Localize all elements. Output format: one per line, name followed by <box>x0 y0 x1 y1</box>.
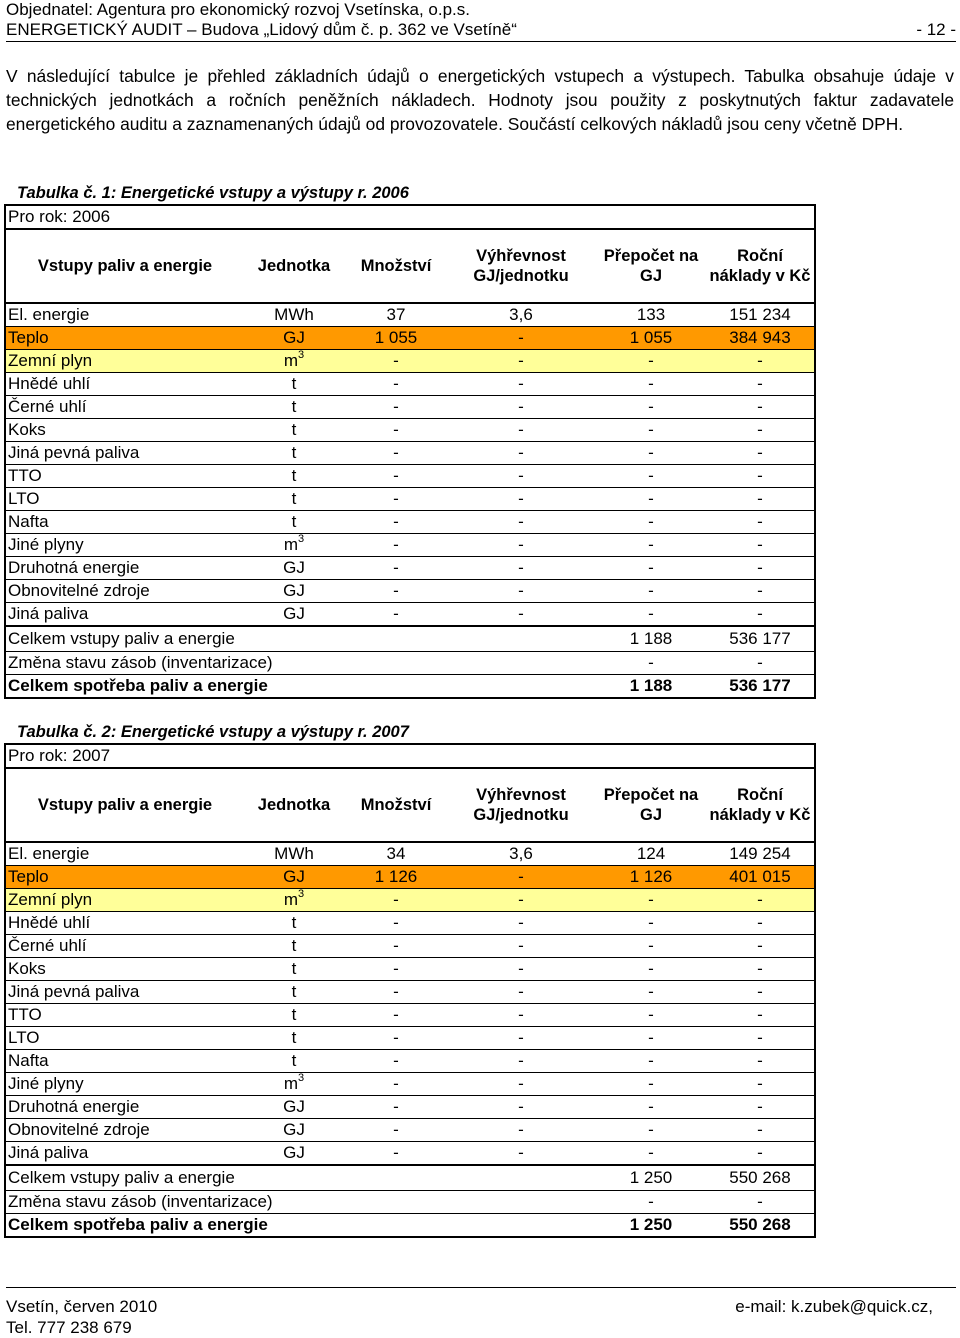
cell-quantity: - <box>393 351 399 370</box>
cell-gj: - <box>648 1051 654 1070</box>
cell-cost: - <box>757 581 763 600</box>
table-2-caption: Tabulka č. 2: Energetické vstupy a výstupy r. 2007 <box>17 723 409 741</box>
cell-name: El. energie <box>8 844 90 863</box>
cell-quantity: - <box>393 1051 399 1070</box>
cell-unit <box>242 889 346 911</box>
cell-gj: 1 126 <box>629 867 673 886</box>
table-row <box>6 1026 814 1049</box>
cell-quantity: - <box>393 959 399 978</box>
total-row <box>6 1164 814 1190</box>
cell-name: Koks <box>8 420 46 439</box>
cell-unit <box>242 465 346 487</box>
unit-text: t <box>291 1005 297 1024</box>
cell-gj: - <box>648 489 654 508</box>
column-header: Jednotka <box>257 257 331 275</box>
cell-heating-value: - <box>518 1097 524 1116</box>
cell-gj: - <box>648 512 654 531</box>
cell-cost: - <box>757 982 763 1001</box>
cell-name: Teplo <box>8 867 49 886</box>
cell-heating-value: - <box>518 512 524 531</box>
cell-heating-value: - <box>518 1120 524 1139</box>
table-row <box>6 464 814 487</box>
cell-quantity: - <box>393 443 399 462</box>
cell-quantity: - <box>393 982 399 1001</box>
cell-unit <box>242 1119 346 1141</box>
cell-heating-value: - <box>518 890 524 909</box>
page-number: - 12 - <box>916 20 956 39</box>
total-cost: 536 177 <box>729 629 791 648</box>
cell-name: Obnovitelné zdroje <box>8 581 150 600</box>
cell-unit <box>242 511 346 533</box>
cell-cost: - <box>757 558 763 577</box>
total-cost: 550 268 <box>729 1215 791 1234</box>
cell-name: Hnědé uhlí <box>8 913 91 932</box>
cell-gj: - <box>648 466 654 485</box>
cell-heating-value: - <box>518 489 524 508</box>
cell-gj: - <box>648 1120 654 1139</box>
cell-heating-value: - <box>518 1074 524 1093</box>
cell-unit <box>242 488 346 510</box>
cell-name: Zemní plyn <box>8 890 93 909</box>
cell-heating-value: - <box>518 936 524 955</box>
cell-quantity: - <box>393 397 399 416</box>
table-row <box>6 1141 814 1164</box>
cell-unit <box>242 603 346 625</box>
table-row <box>6 911 814 934</box>
unit-text: GJ <box>283 1097 305 1116</box>
cell-cost: - <box>757 1005 763 1024</box>
total-label: Celkem vstupy paliv a energie <box>8 629 235 648</box>
cell-gj: - <box>648 959 654 978</box>
total-row <box>6 1213 814 1236</box>
header-title: ENERGETICKÝ AUDIT – Budova „Lidový dům č. p. 362 ve Vsetíně“ <box>6 20 517 39</box>
table-row <box>6 957 814 980</box>
cell-gj: - <box>648 581 654 600</box>
total-label: Celkem spotřeba paliv a energie <box>8 676 268 695</box>
cell-cost: - <box>757 1028 763 1047</box>
cell-cost: - <box>757 936 763 955</box>
total-label: Změna stavu zásob (inventarizace) <box>8 653 273 672</box>
column-header: Vstupy paliv a energie <box>37 257 213 275</box>
table-row <box>6 934 814 957</box>
cell-gj: - <box>648 397 654 416</box>
unit-text: t <box>291 443 297 462</box>
cell-name: Druhotná energie <box>8 1097 140 1116</box>
footer-email: e-mail: k.zubek@quick.cz, <box>735 1297 933 1316</box>
cell-quantity: - <box>393 420 399 439</box>
total-row <box>6 625 814 651</box>
unit-text: t <box>291 936 297 955</box>
cell-gj: 124 <box>636 844 666 863</box>
cell-unit <box>242 557 346 579</box>
cell-cost: - <box>757 535 763 554</box>
cell-name: Jiná pevná paliva <box>8 982 140 1001</box>
total-cost: 536 177 <box>729 676 791 695</box>
cell-name: Jiné plyny <box>8 535 84 554</box>
cell-name: Teplo <box>8 328 49 347</box>
cell-cost: - <box>757 890 763 909</box>
unit-text: t <box>291 959 297 978</box>
cell-unit <box>242 373 346 395</box>
column-header: Množství <box>360 257 432 275</box>
cell-heating-value: - <box>518 443 524 462</box>
cell-heating-value: - <box>518 867 524 886</box>
table-row <box>6 441 814 464</box>
cell-cost: - <box>757 466 763 485</box>
cell-cost: - <box>757 443 763 462</box>
table-row <box>6 395 814 418</box>
cell-quantity: - <box>393 374 399 393</box>
footer-phone: Tel. 777 238 679 <box>6 1318 132 1337</box>
cell-cost: - <box>757 1143 763 1162</box>
cell-heating-value: - <box>518 558 524 577</box>
table-year: Pro rok: 2006 <box>6 206 814 230</box>
footer-place-date: Vsetín, červen 2010 <box>6 1297 158 1316</box>
cell-quantity: - <box>393 466 399 485</box>
unit-text: GJ <box>283 867 305 886</box>
unit-text: GJ <box>283 581 305 600</box>
cell-quantity: - <box>393 936 399 955</box>
unit-text: t <box>291 913 297 932</box>
intro-text: V následující tabulce je přehled základních údajů o energetických vstupech a výstupech. Tabulka obsahuje údaje v technických jednotkách a ročních peněžních nákladech. Hodnoty jsou použity z poskytnutých faktur zadavatele energetického auditu a zaznamenaných údajů od provozovatele. Součástí celkových nákladů jsou ceny včetně DPH. <box>6 66 954 134</box>
cell-cost: - <box>757 512 763 531</box>
cell-unit <box>242 1096 346 1118</box>
cell-name: Jiná paliva <box>8 1143 89 1162</box>
cell-heating-value: - <box>518 1028 524 1047</box>
cell-gj: - <box>648 420 654 439</box>
total-gj: 1 188 <box>629 629 673 648</box>
table-row <box>6 418 814 441</box>
cell-name: Jiná paliva <box>8 604 89 623</box>
cell-heating-value: - <box>518 1051 524 1070</box>
cell-name: TTO <box>8 1005 42 1024</box>
column-header: Roční náklady v Kč <box>709 247 811 285</box>
cell-unit <box>242 958 346 980</box>
column-header: Roční náklady v Kč <box>709 786 811 824</box>
cell-quantity: - <box>393 512 399 531</box>
cell-gj: - <box>648 1143 654 1162</box>
table-row <box>6 372 814 395</box>
column-header: Výhřevnost GJ/jednotku <box>473 786 569 824</box>
cell-gj: - <box>648 913 654 932</box>
unit-text: m <box>283 890 299 909</box>
cell-unit <box>242 935 346 957</box>
cell-gj: - <box>648 1005 654 1024</box>
cell-quantity: 34 <box>386 844 406 863</box>
table-header-row <box>6 230 814 302</box>
cell-cost: 384 943 <box>729 328 791 347</box>
cell-gj: - <box>648 374 654 393</box>
table-row <box>6 556 814 579</box>
unit-text: GJ <box>283 1120 305 1139</box>
column-header: Přepočet na GJ <box>603 247 699 285</box>
cell-cost: - <box>757 913 763 932</box>
cell-unit <box>242 1027 346 1049</box>
unit-text: MWh <box>274 844 314 863</box>
cell-heating-value: - <box>518 982 524 1001</box>
cell-gj: - <box>648 890 654 909</box>
cell-quantity: - <box>393 1143 399 1162</box>
total-row <box>6 674 814 697</box>
cell-unit <box>242 912 346 934</box>
energy-table-2007 <box>4 743 816 1238</box>
cell-name: TTO <box>8 466 42 485</box>
table-row <box>6 326 814 349</box>
cell-unit <box>242 580 346 602</box>
cell-quantity: - <box>393 489 399 508</box>
cell-heating-value: 3,6 <box>509 844 533 863</box>
table-row <box>6 865 814 888</box>
cell-quantity: - <box>393 581 399 600</box>
energy-table-2006 <box>4 204 816 699</box>
cell-cost: - <box>757 351 763 370</box>
cell-heating-value: - <box>518 535 524 554</box>
cell-quantity: - <box>393 535 399 554</box>
cell-gj: - <box>648 982 654 1001</box>
cell-unit <box>242 1050 346 1072</box>
cell-gj: - <box>648 604 654 623</box>
total-gj: 1 250 <box>629 1168 673 1187</box>
cell-heating-value: - <box>518 351 524 370</box>
cell-quantity: - <box>393 913 399 932</box>
cell-cost: - <box>757 1051 763 1070</box>
table-row <box>6 1049 814 1072</box>
table-row <box>6 980 814 1003</box>
cell-cost: - <box>757 1120 763 1139</box>
total-gj: - <box>648 653 654 672</box>
cell-cost: - <box>757 374 763 393</box>
cell-heating-value: - <box>518 1143 524 1162</box>
table-row <box>6 1003 814 1026</box>
cell-name: Hnědé uhlí <box>8 374 91 393</box>
cell-name: Koks <box>8 959 46 978</box>
unit-text: m <box>283 535 299 554</box>
cell-unit <box>242 327 346 349</box>
cell-gj: - <box>648 1028 654 1047</box>
cell-quantity: - <box>393 1074 399 1093</box>
cell-name: Druhotná energie <box>8 558 140 577</box>
header-divider <box>6 41 956 42</box>
cell-heating-value: - <box>518 466 524 485</box>
cell-cost: - <box>757 959 763 978</box>
cell-unit <box>242 866 346 888</box>
cell-name: Jiná pevná paliva <box>8 443 140 462</box>
unit-text: m <box>283 351 299 370</box>
column-header: Výhřevnost GJ/jednotku <box>473 247 569 285</box>
total-cost: 550 268 <box>729 1168 791 1187</box>
column-header: Množství <box>360 796 432 814</box>
cell-heating-value: - <box>518 604 524 623</box>
cell-quantity: - <box>393 890 399 909</box>
total-label: Celkem vstupy paliv a energie <box>8 1168 235 1187</box>
intro-paragraph <box>6 64 954 136</box>
cell-gj: - <box>648 1097 654 1116</box>
unit-text: GJ <box>283 328 305 347</box>
unit-superscript: 3 <box>298 888 305 900</box>
cell-quantity: - <box>393 1028 399 1047</box>
table-row <box>6 349 814 372</box>
cell-gj: - <box>648 936 654 955</box>
cell-heating-value: - <box>518 1005 524 1024</box>
table-row <box>6 510 814 533</box>
unit-superscript: 3 <box>298 1072 305 1084</box>
cell-name: Zemní plyn <box>8 351 93 370</box>
unit-superscript: 3 <box>298 349 305 361</box>
cell-gj: - <box>648 351 654 370</box>
cell-gj: - <box>648 558 654 577</box>
cell-quantity: 1 055 <box>374 328 418 347</box>
cell-cost: - <box>757 489 763 508</box>
table-row <box>6 888 814 911</box>
table-header-row <box>6 769 814 841</box>
cell-quantity: - <box>393 604 399 623</box>
table-row <box>6 533 814 556</box>
unit-text: t <box>291 1051 297 1070</box>
cell-name: Jiné plyny <box>8 1074 84 1093</box>
cell-gj: - <box>648 443 654 462</box>
cell-unit <box>242 981 346 1003</box>
cell-unit <box>242 396 346 418</box>
cell-heating-value: - <box>518 581 524 600</box>
cell-quantity: - <box>393 1005 399 1024</box>
total-label: Změna stavu zásob (inventarizace) <box>8 1192 273 1211</box>
total-row <box>6 1190 814 1213</box>
cell-heating-value: - <box>518 397 524 416</box>
cell-unit <box>242 1142 346 1164</box>
unit-text: t <box>291 1028 297 1047</box>
cell-quantity: 1 126 <box>374 867 418 886</box>
table-row <box>6 1118 814 1141</box>
unit-text: t <box>291 374 297 393</box>
cell-cost: - <box>757 1074 763 1093</box>
table-row <box>6 302 814 326</box>
unit-superscript: 3 <box>298 533 305 545</box>
unit-text: t <box>291 420 297 439</box>
cell-name: Obnovitelné zdroje <box>8 1120 150 1139</box>
cell-name: Nafta <box>8 512 49 531</box>
cell-unit <box>242 534 346 556</box>
total-label: Celkem spotřeba paliv a energie <box>8 1215 268 1234</box>
cell-cost: 401 015 <box>729 867 791 886</box>
table-row <box>6 487 814 510</box>
total-gj: 1 250 <box>629 1215 673 1234</box>
unit-text: t <box>291 466 297 485</box>
unit-text: GJ <box>283 558 305 577</box>
column-header: Jednotka <box>257 796 331 814</box>
total-gj: 1 188 <box>629 676 673 695</box>
table-1-caption: Tabulka č. 1: Energetické vstupy a výstupy r. 2006 <box>17 184 409 202</box>
cell-gj: - <box>648 535 654 554</box>
total-cost: - <box>757 1192 763 1211</box>
unit-text: t <box>291 489 297 508</box>
cell-quantity: - <box>393 1120 399 1139</box>
column-header: Vstupy paliv a energie <box>37 796 213 814</box>
unit-text: GJ <box>283 1143 305 1162</box>
total-row <box>6 651 814 674</box>
cell-unit <box>242 1004 346 1026</box>
unit-text: t <box>291 397 297 416</box>
cell-cost: - <box>757 397 763 416</box>
unit-text: GJ <box>283 604 305 623</box>
cell-cost: 151 234 <box>729 305 791 324</box>
cell-cost: - <box>757 420 763 439</box>
unit-text: t <box>291 512 297 531</box>
cell-cost: - <box>757 604 763 623</box>
table-year: Pro rok: 2007 <box>6 745 814 769</box>
total-gj: - <box>648 1192 654 1211</box>
cell-name: Černé uhlí <box>8 397 87 416</box>
unit-text: MWh <box>274 305 314 324</box>
header-line-1: Objednatel: Agentura pro ekonomický rozvoj Vsetínska, o.p.s. <box>6 0 470 19</box>
cell-heating-value: - <box>518 328 524 347</box>
table-row <box>6 1095 814 1118</box>
cell-unit <box>242 419 346 441</box>
table-row <box>6 579 814 602</box>
cell-unit <box>242 350 346 372</box>
cell-gj: - <box>648 1074 654 1093</box>
cell-cost: - <box>757 1097 763 1116</box>
footer-divider <box>6 1287 956 1288</box>
table-row <box>6 1072 814 1095</box>
cell-name: LTO <box>8 1028 40 1047</box>
cell-unit <box>242 843 346 865</box>
cell-unit <box>242 304 346 326</box>
column-header: Přepočet na GJ <box>603 786 699 824</box>
cell-quantity: - <box>393 1097 399 1116</box>
cell-unit <box>242 1073 346 1095</box>
cell-name: El. energie <box>8 305 90 324</box>
cell-name: Černé uhlí <box>8 936 87 955</box>
cell-gj: 133 <box>636 305 666 324</box>
cell-unit <box>242 442 346 464</box>
unit-text: t <box>291 982 297 1001</box>
cell-quantity: 37 <box>386 305 406 324</box>
cell-name: LTO <box>8 489 40 508</box>
table-row <box>6 602 814 625</box>
header-line-2 <box>6 20 956 40</box>
unit-text: m <box>283 1074 299 1093</box>
cell-heating-value: - <box>518 913 524 932</box>
cell-heating-value: - <box>518 374 524 393</box>
cell-heating-value: - <box>518 959 524 978</box>
cell-cost: 149 254 <box>729 844 791 863</box>
cell-heating-value: - <box>518 420 524 439</box>
cell-quantity: - <box>393 558 399 577</box>
cell-gj: 1 055 <box>629 328 673 347</box>
table-row <box>6 841 814 865</box>
cell-heating-value: 3,6 <box>509 305 533 324</box>
total-cost: - <box>757 653 763 672</box>
cell-name: Nafta <box>8 1051 49 1070</box>
